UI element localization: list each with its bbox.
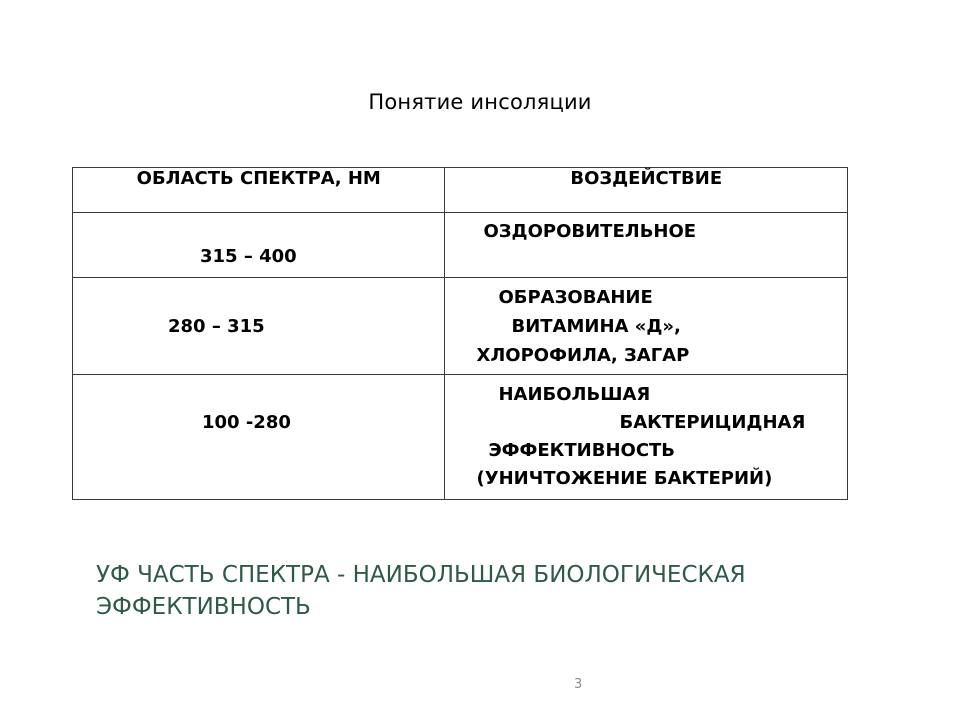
range-value: 315 – 400	[200, 246, 297, 267]
header-effect: ВОЗДЕЙСТВИЕ	[445, 168, 848, 213]
table-row	[73, 278, 848, 375]
page-number: 3	[574, 677, 583, 692]
table-header-row	[73, 168, 848, 213]
range-cell	[73, 213, 445, 278]
range-cell	[73, 278, 445, 375]
effect-line: БАКТЕРИЦИДНАЯ	[619, 412, 806, 433]
effect-line: ВИТАМИНА «Д»,	[511, 316, 681, 337]
effect-line: ОЗДОРОВИТЕЛЬНОЕ	[483, 221, 697, 242]
effect-line: (УНИЧТОЖЕНИЕ БАКТЕРИЙ)	[476, 468, 773, 489]
effect-cell	[445, 278, 848, 375]
header-spectrum-range: ОБЛАСТЬ СПЕКТРА, НМ	[73, 168, 445, 213]
range-cell	[73, 375, 445, 500]
slide-title	[0, 90, 960, 114]
summary-note	[96, 559, 856, 623]
spectrum-table	[72, 167, 848, 500]
slide-title-text: Понятие инсоляции	[368, 90, 592, 114]
range-value: 280 – 315	[168, 316, 265, 337]
effect-cell	[445, 213, 848, 278]
table-row	[73, 213, 848, 278]
summary-note-line: ЭФФЕКТИВНОСТЬ	[96, 594, 311, 620]
summary-note-line: УФ ЧАСТЬ СПЕКТРА - НАИБОЛЬШАЯ БИОЛОГИЧЕСКАЯ	[96, 562, 746, 588]
effect-line: ОБРАЗОВАНИЕ	[498, 287, 653, 308]
effect-line: НАИБОЛЬШАЯ	[498, 384, 651, 405]
effect-cell	[445, 375, 848, 500]
effect-line: ЭФФЕКТИВНОСТЬ	[488, 440, 676, 461]
effect-line: ХЛОРОФИЛА, ЗАГАР	[476, 345, 690, 366]
table-row	[73, 375, 848, 500]
range-value: 100 -280	[202, 412, 291, 433]
